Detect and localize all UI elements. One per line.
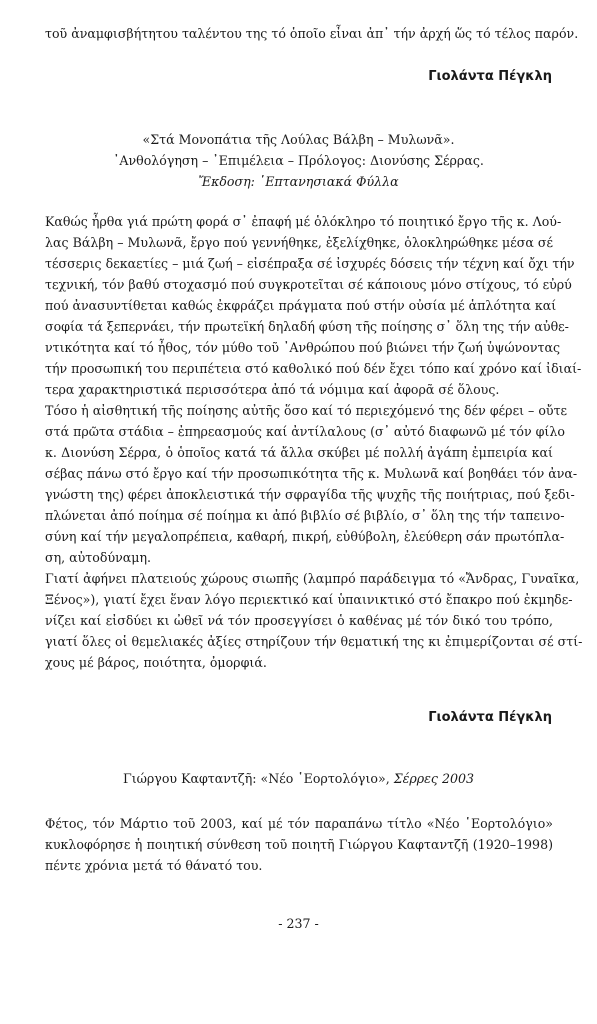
body-line: σοφία τά ξεπερνάει, τήν πρωτεϊκή δηλαδή φύση τῆς ποίησης σ᾽ ὅλη της τήν αὐθε- bbox=[45, 319, 569, 334]
review-heading-2 bbox=[0, 773, 597, 786]
body-line: ση, αὐτοδύναμη. bbox=[45, 550, 151, 565]
body-line: πέντε χρόνια μετά τό θάνατό του. bbox=[45, 858, 263, 873]
review-heading-credits: ᾽Ανθολόγηση – ᾽Επιμέλεια – Πρόλογος: Διονύσης Σέρρας. bbox=[113, 153, 484, 168]
review-heading-publisher: Ἔκδοση: ῾Επτανησιακά Φύλλα bbox=[198, 174, 399, 189]
body-line: Γιατί ἀφήνει πλατειούς χώρους σιωπῆς (λαμπρό παράδειγμα τό «Ἄνδρας, Γυναῖκα, bbox=[45, 571, 580, 586]
body-line: Τόσο ἡ αἰσθητική τῆς ποίησης αὐτῆς ὅσο καί τό περιεχόμενό της δέν φέρει – οὔτε bbox=[45, 403, 568, 418]
body-line: χους μέ βάρος, ποιότητα, ὀμορφιά. bbox=[45, 655, 267, 670]
body-line: κ. Διονύση Σέρρα, ὁ ὁποῖος κατά τά ἄλλα σκύβει μέ πολλή ἀγάπη ἐμπειρία καί bbox=[45, 445, 553, 460]
body-line: γνώστη της) φέρει ἀποκλειστικά τήν σφραγίδα τῆς ψυχῆς τῆς ποιήτριας, πού ξεδι- bbox=[45, 487, 575, 502]
body-line: σέβας πάνω στό ἔργο καί τήν προσωπικότητα τῆς κ. Μυλωνᾶ καί βοηθάει τόν ἀνα- bbox=[45, 466, 578, 481]
body-line: γιατί ὅλες οἱ θεμελιακές ἀξίες στηρίζουν τήν θεματική της κι ἐπιμερίζονται σέ στί- bbox=[45, 634, 583, 649]
body-line: πλώνεται ἀπό ποίημα σέ ποίημα κι ἀπό βιβλίο σέ βιβλίο, σ᾽ ὅλη της τήν ταπεινο- bbox=[45, 508, 565, 523]
body-line: πού ἀνασυντίθεται καθώς ἐκφράζει πράγματα πού στήν οὐσία μέ ἁπλότητα καί bbox=[45, 298, 557, 313]
body-line: λας Βάλβη – Μυλωνᾶ, ἔργο πού γεννήθηκε, ἐξελίχθηκε, ὁλοκληρώθηκε μέσα σέ bbox=[45, 235, 553, 250]
body-line: ντικότητα καί τό ἦθος, τόν μύθο τοῦ ᾽Ανθρώπου πού βιώνει τήν ζωή ὑψώνοντας bbox=[45, 340, 561, 355]
body-line: Φέτος, τόν Μάρτιο τοῦ 2003, καί μέ τόν παραπάνω τίτλο «Νέο ῾Εορτολόγιο» bbox=[45, 816, 553, 831]
review-heading-title: «Στά Μονοπάτια τῆς Λούλας Βάλβη – Μυλωνᾶ». bbox=[142, 132, 455, 147]
body-line: Καθώς ἦρθα γιά πρώτη φορά σ᾽ ἐπαφή μέ ὁλόκληρο τό ποιητικό ἔργο τῆς κ. Λού- bbox=[45, 214, 562, 229]
body-line: νίζει καί εἰσδύει κι ὠθεῖ νά τόν προσεγγίσει ὁ καθένας μέ τόν δικό του τρόπο, bbox=[45, 613, 553, 628]
author-signature: Γιολάντα Πέγκλη bbox=[428, 710, 552, 725]
author-signature: Γιολάντα Πέγκλη bbox=[428, 69, 552, 84]
review-heading-2-place-year: Σέρρες 2003 bbox=[393, 771, 475, 786]
page-number: - 237 - bbox=[278, 916, 319, 931]
body-line: τεχνική, τόν βαθύ στοχασμό πού συγκροτεῖται σέ κάποιους μόνο στίχους, τό εὐρύ bbox=[45, 277, 572, 292]
body-line: τερα χαρακτηριστικά περισσότερα ἀπό τά νόμιμα καί ἀφορᾶ σέ ὅλους. bbox=[45, 382, 500, 397]
body-line: τέσσερις δεκαετίες – μιά ζωή – εἰσέπραξα σέ ἰσχυρές δόσεις τήν τέχνη καί ὄχι τήν bbox=[45, 256, 575, 271]
body-line: στά πρῶτα στάδια – ἐπηρεασμούς καί ἀντίλαλους (σ᾽ αὐτό διαφωνῶ μέ τόν φίλο bbox=[45, 424, 565, 439]
body-line: τήν προσωπική του περιπέτεια στό καθολικό πού δέν ἔχει τόπο καί χρόνο καί ἰδιαί- bbox=[45, 361, 582, 376]
body-line: κυκλοφόρησε ἡ ποιητική σύνθεση τοῦ ποιητῆ Γιώργου Καφταντζῆ (1920–1998) bbox=[45, 837, 553, 852]
body-line: σύνη καί τήν μεγαλοπρέπεια, καθαρή, πικρή, εὐθύβολη, ἐλεύθερη σάν πρωτόπλα- bbox=[45, 529, 565, 544]
continued-text-line: τοῦ ἀναμφισβήτητου ταλέντου της τό ὁποῖο εἶναι ἀπ᾽ τήν ἀρχή ὥς τό τέλος παρόν. bbox=[45, 26, 579, 41]
body-line: Ξένος»), γιατί ἔχει ἕναν λόγο περιεκτικό καί ὑπαινικτικό στό ἔπακρο πού ἐκμηδε- bbox=[45, 592, 573, 607]
review-heading-2-text: Γιώργου Καφταντζῆ: «Νέο ῾Εορτολόγιο», bbox=[122, 771, 394, 786]
